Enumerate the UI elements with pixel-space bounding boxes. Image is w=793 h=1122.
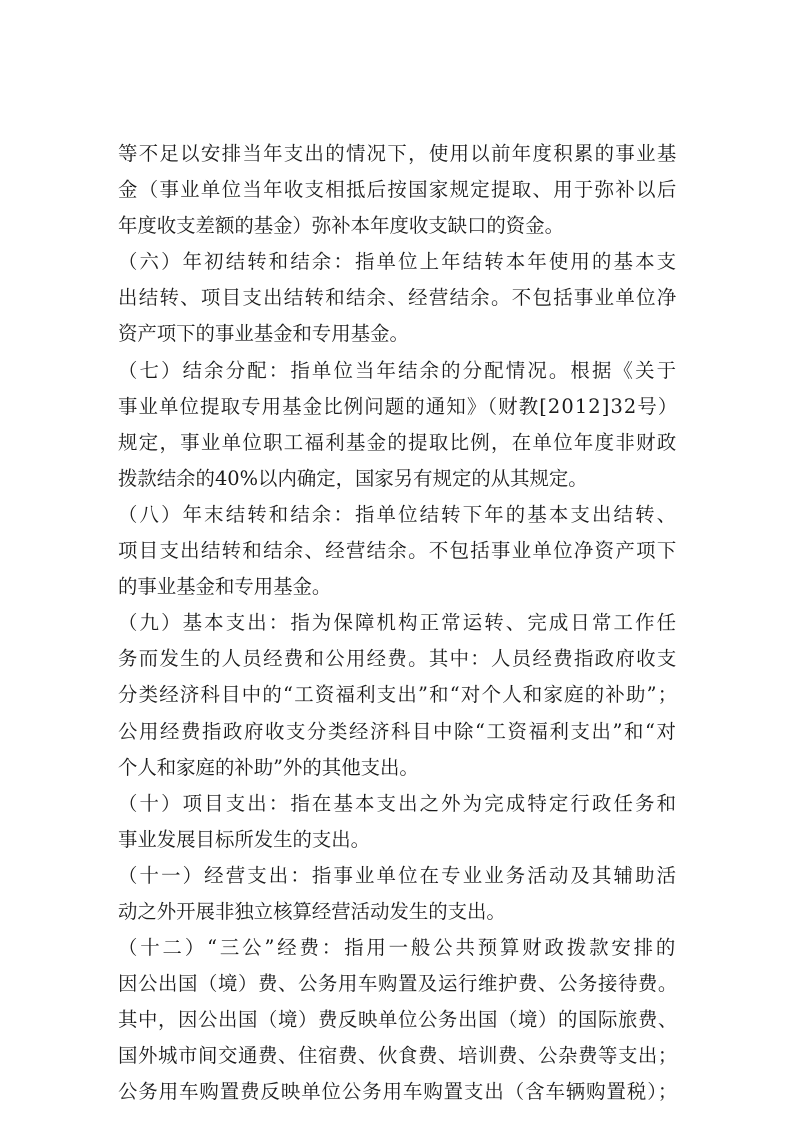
- text-line: 动之外开展非独立核算经营活动发生的支出。: [118, 899, 506, 923]
- text-line: 务而发生的人员经费和公用经费。其中：人员经费指政府收支: [118, 647, 678, 671]
- text-line: 年度收支差额的基金）弥补本年度收支缺口的资金。: [118, 214, 564, 238]
- text-line: （十）项目支出：指在基本支出之外为完成特定行政任务和: [118, 791, 679, 815]
- text-line: 规定，事业单位职工福利基金的提取比例，在单位年度非财政: [118, 430, 678, 454]
- text-line: （十一）经营支出：指事业单位在专业业务活动及其辅助活: [118, 863, 679, 887]
- text-line: 因公出国（境）费、公务用车购置及运行维护费、公务接待费。: [118, 972, 678, 996]
- text-line: （七）结余分配：指单位当年结余的分配情况。根据《关于: [118, 358, 679, 382]
- text-line: 个人和家庭的补助”外的其他支出。: [118, 755, 419, 779]
- text-line: 事业单位提取专用基金比例问题的通知》（财教[2012]32号）: [118, 394, 679, 418]
- text-line: 国外城市间交通费、住宿费、伙食费、培训费、公杂费等支出；: [118, 1044, 678, 1068]
- text-line: （八）年末结转和结余：指单位结转下年的基本支出结转、: [118, 502, 679, 526]
- text-line: 的事业基金和专用基金。: [118, 575, 332, 599]
- text-line: （十二）“三公”经费：指用一般公共预算财政拨款安排的: [118, 936, 679, 960]
- body-text: [118, 136, 678, 1111]
- text-line: 项目支出结转和结余、经营结余。不包括事业单位净资产项下: [118, 539, 678, 563]
- text-line: 其中，因公出国（境）费反映单位公务出国（境）的国际旅费、: [118, 1008, 678, 1032]
- text-line: 出结转、项目支出结转和结余、经营结余。不包括事业单位净: [118, 286, 678, 310]
- text-line: 事业发展目标所发生的支出。: [118, 827, 371, 851]
- text-line: 公务用车购置费反映单位公务用车购置支出（含车辆购置税）；: [118, 1080, 679, 1104]
- text-line: 拨款结余的40%以内确定，国家另有规定的从其规定。: [118, 466, 588, 490]
- text-line: 等不足以安排当年支出的情况下，使用以前年度积累的事业基: [118, 142, 678, 165]
- text-line: 公用经费指政府收支分类经济科目中除“工资福利支出”和“对: [118, 719, 678, 743]
- text-line: 分类经济科目中的“工资福利支出”和“对个人和家庭的补助”；: [118, 683, 679, 707]
- text-line: （六）年初结转和结余：指单位上年结转本年使用的基本支: [118, 250, 679, 274]
- text-line: （九）基本支出：指为保障机构正常运转、完成日常工作任: [118, 611, 679, 635]
- text-line: 资产项下的事业基金和专用基金。: [118, 322, 409, 346]
- text-line: 金（事业单位当年收支相抵后按国家规定提取、用于弥补以后: [118, 178, 678, 202]
